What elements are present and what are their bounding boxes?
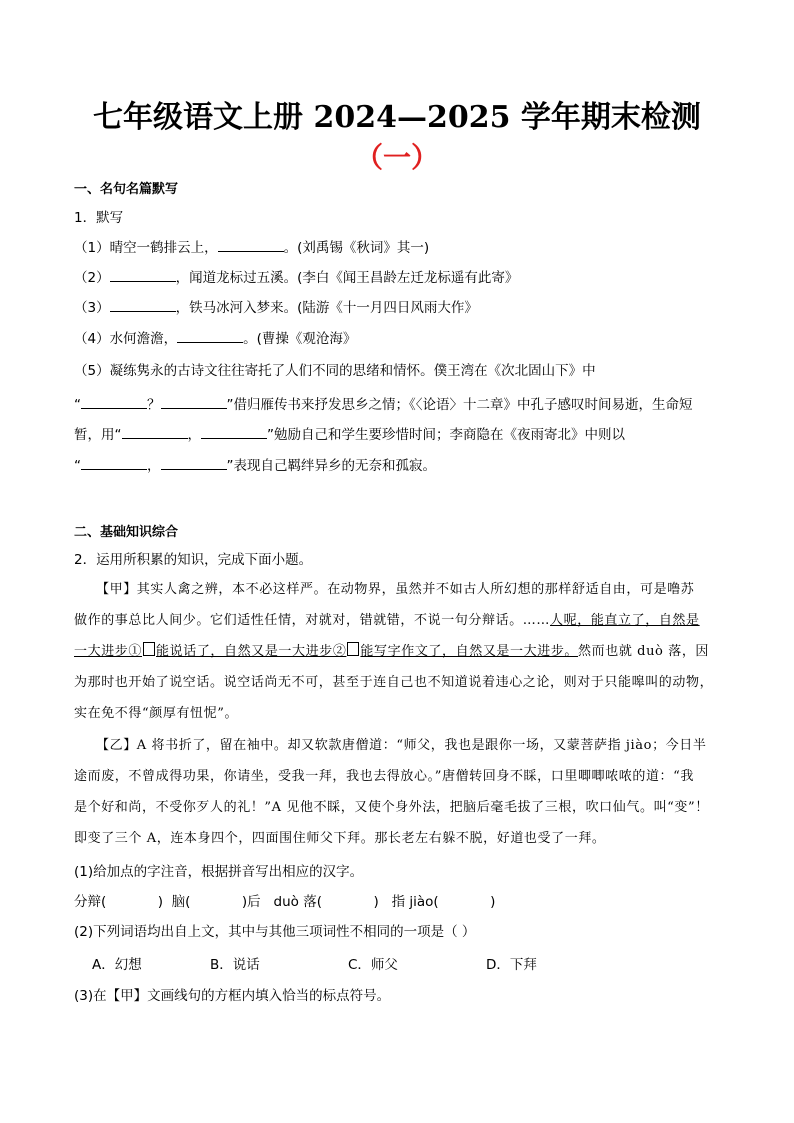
comma: ，	[147, 458, 161, 474]
q2-sub1: (1)给加点的字注音，根据拼音写出相应的汉字。	[74, 864, 364, 880]
passage-jia-line5: 实在免不得“颜厚有忸怩”。	[74, 706, 239, 721]
q1-item-5-line3	[74, 424, 625, 445]
q1-5-text: 暂，用“	[74, 427, 122, 443]
passage-jia-line4: 为那时也开始了说空话。说空话尚无不可，甚至于连自己也不知道说着违心之论，则对于只能嗥叫的动物，	[74, 675, 714, 690]
passage-text: 然而也就 duò 落，因	[578, 644, 710, 659]
q1-item-5-line4	[74, 455, 436, 476]
q1-1-text-b: 。(刘禹锡《秋词》其一)	[283, 240, 430, 256]
q1-4-text-b: 。(曹操《观沧海》	[243, 331, 357, 347]
q2-sub1-items: 分辩( ) 脑( )后 duò 落( ) 指 jiào( )	[74, 894, 496, 910]
passage-text: 做作的事总比人间少。它们适性任情，对就对，错就错，不说一句分辩话。……	[74, 613, 551, 628]
answer-blank[interactable]	[177, 328, 243, 343]
option-b[interactable]: B．说话	[210, 957, 260, 973]
option-d[interactable]: D．下拜	[486, 957, 537, 973]
q1-item-1	[74, 237, 429, 258]
q1-2-text-b: ，闻道龙标过五溪。(李白《闻王昌龄左迁龙标遥有此寄》	[175, 270, 519, 286]
punctuation-box-2[interactable]	[347, 642, 359, 656]
option-c[interactable]: C．师父	[348, 957, 398, 973]
q1-item-4	[74, 328, 356, 349]
section1-heading: 一、名句名篇默写	[74, 182, 179, 197]
punctuation-box-1[interactable]	[143, 642, 155, 656]
answer-blank[interactable]	[81, 394, 147, 409]
passage-jia-line3	[74, 642, 709, 662]
q1-1-text-a: （1）晴空一鹤排云上，	[74, 240, 218, 256]
q1-3-text-b: ，铁马冰河入梦来。(陆游《十一月四日风雨大作》	[175, 300, 478, 316]
answer-blank[interactable]	[110, 297, 176, 312]
answer-blank[interactable]	[110, 267, 176, 282]
answer-blank[interactable]	[122, 424, 188, 439]
page-title: 七年级语文上册 2024—2025 学年期末检测	[93, 100, 701, 135]
passage-jia-line2	[74, 611, 700, 631]
passage-yi-line3: 是个好和尚，不受你歹人的礼！”A 见他不睬，又使个身外法，把脑后毫毛拔了三根，吹口仙气。叫“变”！	[74, 800, 709, 815]
q1-item-5-line1: （5）凝练隽永的古诗文往往寄托了人们不同的思绪和情怀。僕王湾在《次北固山下》中	[74, 363, 596, 379]
option-a[interactable]: A．幻想	[92, 957, 142, 973]
passage-jia-line1: 【甲】其实人禽之辨，本不必这样严。在动物界，虽然并不如古人所幻想的那样舒适自由，可是噜苏	[96, 582, 695, 597]
q1-4-text-a: （4）水何澹澹，	[74, 331, 178, 347]
q1-5-text: ”勉励自己和学生要珍惜时间；李商隐在《夜雨寄北》中则以	[267, 427, 625, 443]
q2-label: 2．运用所积累的知识，完成下面小题。	[74, 552, 313, 568]
answer-blank[interactable]	[161, 455, 227, 470]
q1-item-3	[74, 297, 478, 318]
q2-sub3: (3)在【甲】文画线句的方框内填入恰当的标点符号。	[74, 988, 391, 1004]
quote-open: “	[74, 397, 81, 413]
q1-2-text-a: （2）	[74, 270, 110, 286]
underlined-sentence: 一大进步①	[74, 644, 143, 659]
q1-label: 1．默写	[74, 210, 124, 226]
q1-item-2	[74, 267, 518, 288]
underlined-sentence: 能说话了，自然又是一大进步②	[156, 644, 347, 659]
q1-item-5-line2	[74, 394, 693, 415]
answer-blank[interactable]	[218, 237, 284, 252]
page-subtitle: （一）	[354, 141, 439, 174]
passage-yi-line2: 途而废，不曾成得功果，你请坐，受我一拜，我也去得放心。”唐僧转回身不睬，口里唧唧哝哝的道：“我	[74, 769, 694, 784]
section2-heading: 二、基础知识综合	[74, 525, 179, 540]
underlined-sentence: 人呢，能直立了，自然是	[550, 613, 700, 628]
answer-blank[interactable]	[81, 455, 147, 470]
question-mark: ？	[147, 397, 161, 413]
passage-yi-line1: 【乙】A 将书折了，留在袖中。却又软款唐僧道：“师父，我也是跟你一场，又蒙菩萨指 jiào；今日半	[96, 738, 707, 753]
underlined-sentence: 能写字作文了，自然又是一大进步。	[360, 644, 579, 659]
q1-3-text-a: （3）	[74, 300, 110, 316]
q1-5-text: ”表现自己羁绊异乡的无奈和孤寂。	[226, 458, 436, 474]
quote-open: “	[74, 458, 81, 474]
answer-blank[interactable]	[161, 394, 227, 409]
comma: ，	[187, 427, 201, 443]
answer-blank[interactable]	[201, 424, 267, 439]
passage-yi-line4: 即变了三个 A，连本身四个，四面围住师父下拜。那长老左右躲不脱，好道也受了一拜。	[74, 831, 606, 846]
q1-5-text: ”借归雁传书来抒发思乡之情；《〈论语〉十二章》中孔子感叹时间易逝，生命短	[226, 397, 693, 413]
q2-sub2: (2)下列词语均出自上文，其中与其他三项词性不相同的一项是（ ）	[74, 924, 476, 940]
